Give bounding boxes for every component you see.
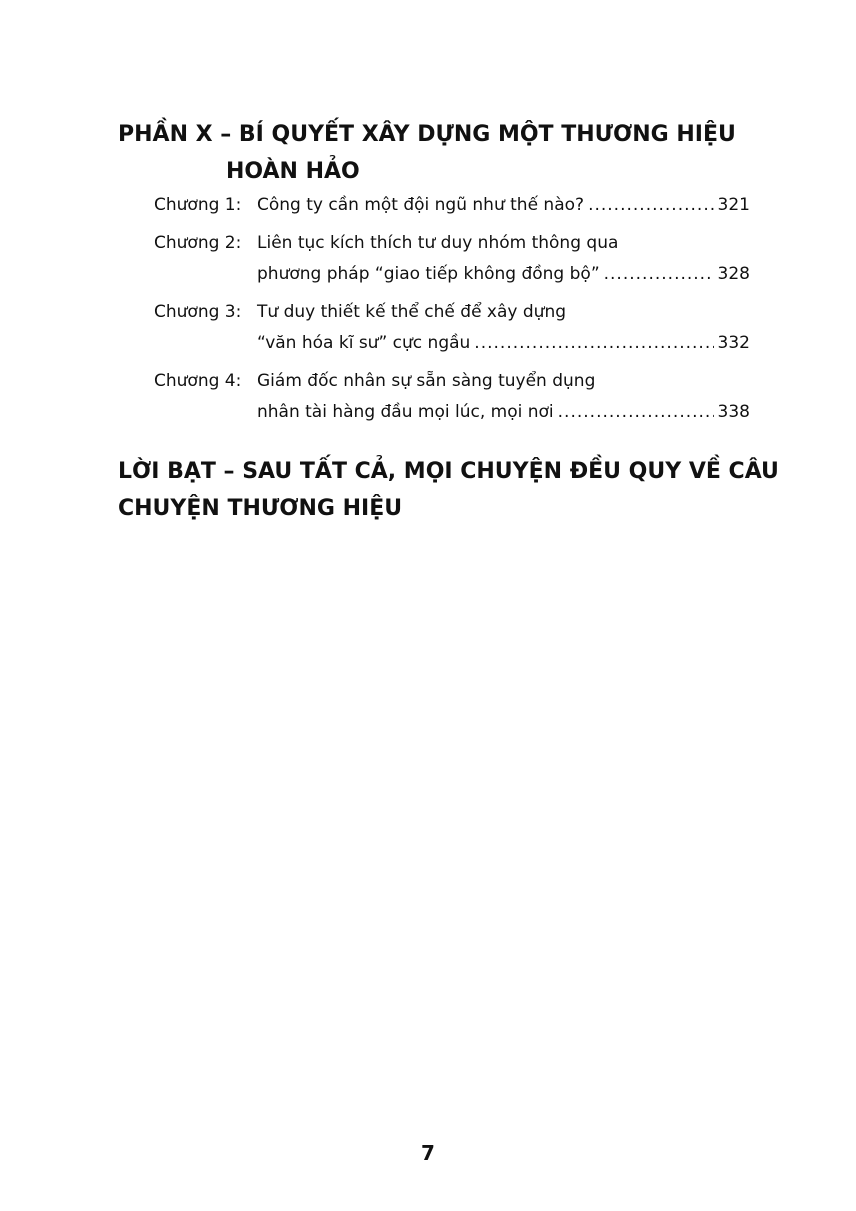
toc-entry-chapter-3[interactable] xyxy=(154,297,750,359)
chapter-1-label: Chương 1: xyxy=(154,195,242,215)
chapter-2-title-line1: Liên tục kích thích tư duy nhóm thông qua xyxy=(257,233,619,253)
chapter-2-leader-dots xyxy=(604,259,714,290)
toc-entry-chapter-1[interactable] xyxy=(154,190,750,221)
toc-entry-chapter-4[interactable] xyxy=(154,366,750,428)
chapter-4-leader-dots xyxy=(558,397,714,428)
chapter-1-leader-dots xyxy=(588,190,713,221)
chapter-4-label: Chương 4: xyxy=(154,371,242,391)
chapter-4-page-number: 338 xyxy=(717,402,750,422)
chapter-2-page-number: 328 xyxy=(717,264,750,284)
afterword-heading-line1: LỜI BẠT – SAU TẤT CẢ, MỌI CHUYỆN ĐỀU QUY VỀ CÂU xyxy=(118,459,779,484)
chapter-3-page-number: 332 xyxy=(717,333,750,353)
chapter-2-label: Chương 2: xyxy=(154,233,242,253)
afterword-heading-line2: CHUYỆN THƯƠNG HIỆU xyxy=(118,496,403,521)
chapter-3-label: Chương 3: xyxy=(154,302,242,322)
chapter-3-title-line1: Tư duy thiết kế thể chế để xây dựng xyxy=(257,302,567,322)
chapter-3-title-line2: “văn hóa kĩ sư” cực ngầu xyxy=(257,333,471,353)
toc-entry-chapter-2[interactable] xyxy=(154,228,750,290)
part-x-heading-line1: PHẦN X – BÍ QUYẾT XÂY DỰNG MỘT THƯƠNG HIỆU xyxy=(118,122,736,147)
part-x-heading-line2: HOÀN HẢO xyxy=(226,159,360,184)
toc-chapter-list xyxy=(154,190,750,435)
chapter-2-title-line2: phương pháp “giao tiếp không đồng bộ” xyxy=(257,264,600,284)
chapter-1-title: Công ty cần một đội ngũ như thế nào? xyxy=(257,195,585,215)
page-number: 7 xyxy=(421,1141,435,1165)
chapter-3-leader-dots xyxy=(474,328,713,359)
afterword-heading xyxy=(118,453,779,527)
chapter-4-title-line2: nhân tài hàng đầu mọi lúc, mọi nơi xyxy=(257,402,554,422)
part-x-heading xyxy=(118,116,750,190)
chapter-1-page-number: 321 xyxy=(717,195,750,215)
chapter-4-title-line1: Giám đốc nhân sự sẵn sàng tuyển dụng xyxy=(257,371,596,391)
